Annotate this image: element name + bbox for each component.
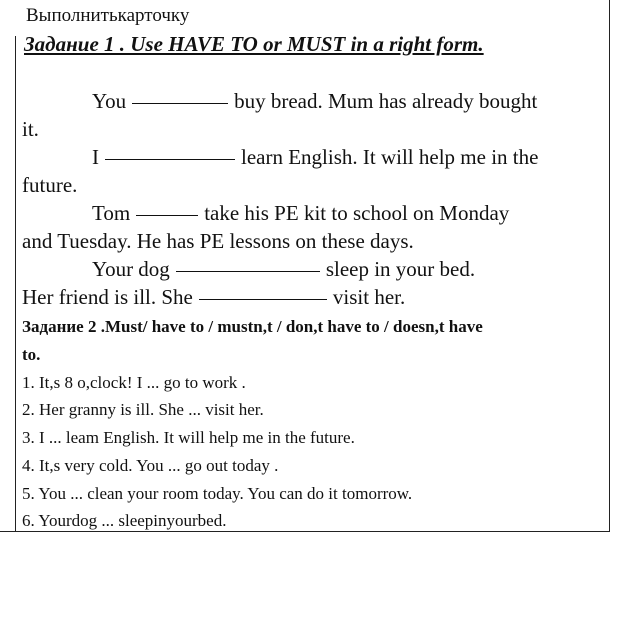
left-border	[15, 36, 16, 531]
task1-item-3-cont: and Tuesday. He has PE lessons on these days.	[22, 229, 414, 253]
answer-blank[interactable]	[176, 271, 320, 272]
task1-item-3: Tom take his PE kit to school on Monday	[92, 201, 510, 225]
task2-item: 4. It,s very cold. You ... go out today .	[22, 456, 279, 475]
task2-title-cont: to.	[22, 345, 41, 364]
task1-item-2-cont: future.	[22, 173, 78, 197]
answer-blank[interactable]	[105, 159, 235, 160]
answer-blank[interactable]	[132, 103, 228, 104]
task1-item-2: I learn English. It will help me in the	[92, 145, 539, 169]
task2-title: Задание 2 .Must/ have to / mustn,t / don,t have to / doesn,t have	[22, 317, 483, 336]
task2-item: 5. You ... clean your room today. You can do it tomorrow.	[22, 484, 413, 503]
task1-item-4: Your dog sleep in your bed.	[92, 257, 476, 281]
answer-blank[interactable]	[136, 215, 198, 216]
task1-title: Задание 1 . Use HAVE TO or MUST in a right form.	[24, 32, 484, 56]
task1-item-1: You buy bread. Mum has already bought	[92, 89, 538, 113]
task1-item-5: Her friend is ill. She visit her.	[22, 285, 406, 309]
task1-item-1-cont: it.	[22, 117, 39, 141]
answer-blank[interactable]	[199, 299, 327, 300]
task2-item: 1. It,s 8 o,clock! I ... go to work .	[22, 373, 246, 392]
card-title: Выполнитькарточку	[26, 5, 190, 26]
task2-item: 3. I ... leam English. It will help me in the future.	[22, 428, 355, 447]
task2-item: 6. Yourdog ... sleepinyourbed.	[22, 511, 227, 530]
task2-item: 2. Her granny is ill. She ... visit her.	[22, 400, 264, 419]
